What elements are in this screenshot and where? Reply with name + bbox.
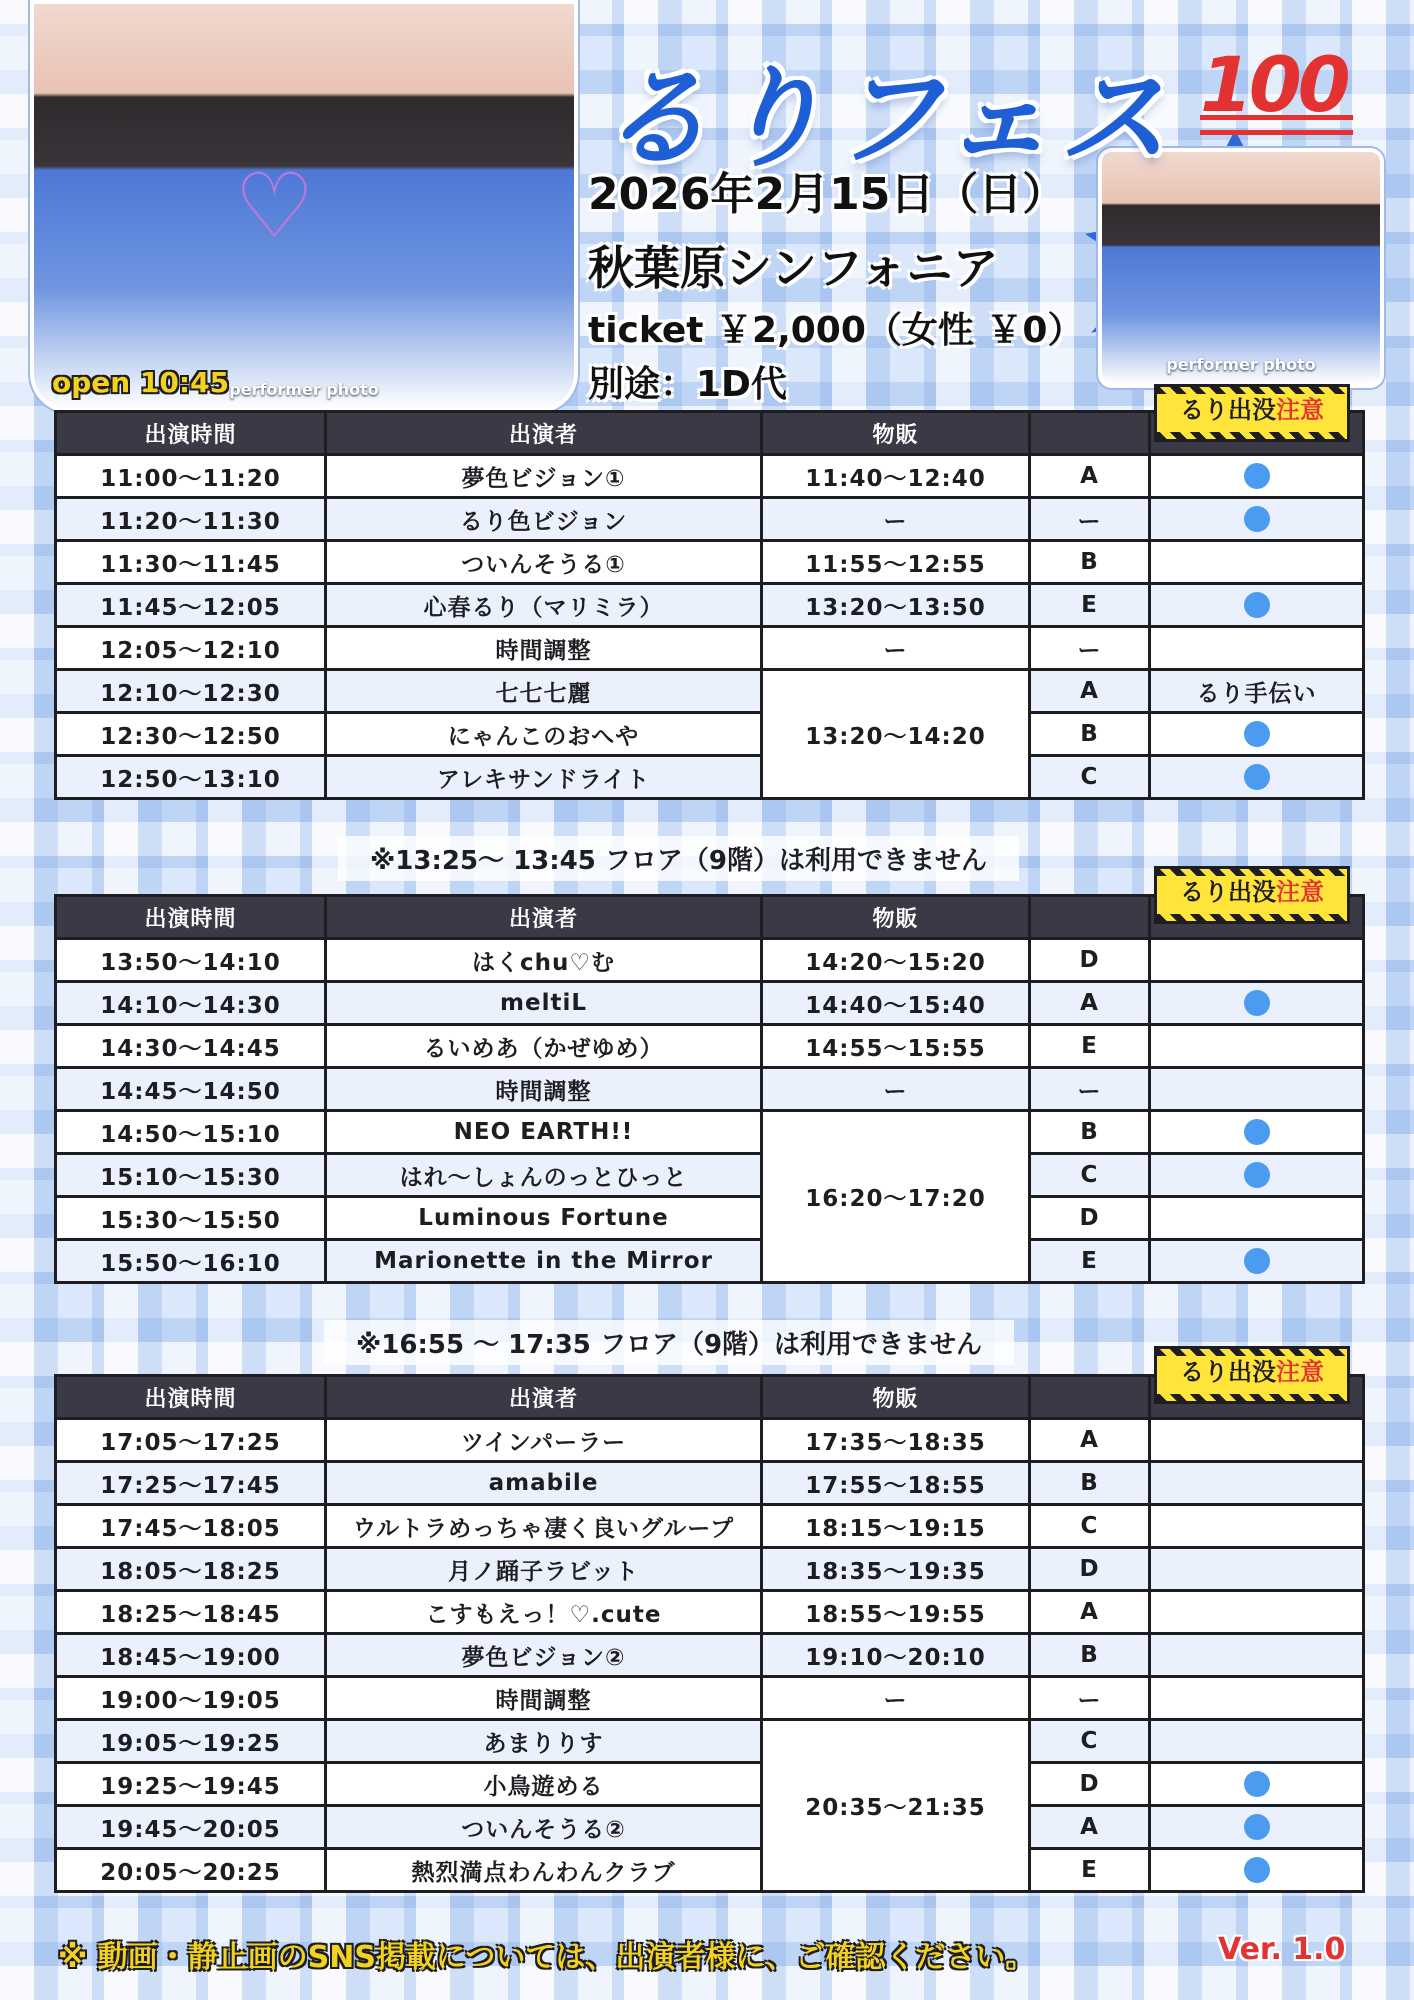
cell-booth: E	[1030, 1849, 1150, 1892]
table-row	[56, 498, 1364, 541]
cell-merch: 11:55〜12:55	[762, 541, 1030, 584]
cell-time: 17:25〜17:45	[56, 1462, 326, 1505]
cell-performer: ウルトラめっちゃ凄く良いグループ	[326, 1505, 762, 1548]
cell-merch: 20:35〜21:35	[762, 1720, 1030, 1892]
ruri-dot-icon	[1244, 506, 1270, 532]
cell-performer: 七七七麗	[326, 670, 762, 713]
cell-booth: A	[1030, 455, 1150, 498]
performer-header: 出演者	[326, 412, 762, 455]
table-row	[56, 1111, 1364, 1154]
cell-performer: 熱烈満点わんわんクラブ	[326, 1849, 762, 1892]
cell-ruri	[1150, 498, 1364, 541]
cell-ruri	[1150, 627, 1364, 670]
cell-ruri	[1150, 1548, 1364, 1591]
cell-booth: A	[1030, 982, 1150, 1025]
cell-ruri	[1150, 1025, 1364, 1068]
cell-performer: 時間調整	[326, 1068, 762, 1111]
cell-time: 15:50〜16:10	[56, 1240, 326, 1283]
table-row	[56, 1025, 1364, 1068]
cell-booth: D	[1030, 1197, 1150, 1240]
hundred-emoji-icon: 100	[1200, 40, 1347, 129]
cell-booth: B	[1030, 1111, 1150, 1154]
cell-merch: 11:40〜12:40	[762, 455, 1030, 498]
cell-performer: こすもえっ！♡.cute	[326, 1591, 762, 1634]
table-row	[56, 584, 1364, 627]
table-row	[56, 627, 1364, 670]
performer-photo-main	[30, 0, 578, 413]
cell-performer: るり色ビジョン	[326, 498, 762, 541]
sns-notice: ※ 動画・静止画のSNS掲載については、出演者様に、ご確認ください。	[58, 1940, 1036, 1975]
table-row	[56, 1677, 1364, 1720]
cell-merch: 19:10〜20:10	[762, 1634, 1030, 1677]
cell-performer: はれ〜しょんのっとひっと	[326, 1154, 762, 1197]
cell-merch: 17:55〜18:55	[762, 1462, 1030, 1505]
cell-booth: B	[1030, 1462, 1150, 1505]
cell-ruri	[1150, 1591, 1364, 1634]
booth-header	[1030, 1376, 1150, 1419]
open-time: open 10:45	[52, 366, 230, 399]
cell-performer: ついんそうる②	[326, 1806, 762, 1849]
cell-performer: Luminous Fortune	[326, 1197, 762, 1240]
table-row	[56, 1068, 1364, 1111]
cell-performer: ツインパーラー	[326, 1419, 762, 1462]
cell-ruri	[1150, 1763, 1364, 1806]
cell-booth: D	[1030, 1548, 1150, 1591]
table-row	[56, 1197, 1364, 1240]
cell-booth: A	[1030, 1419, 1150, 1462]
table-row	[56, 756, 1364, 799]
cell-performer: amabile	[326, 1462, 762, 1505]
cell-booth: C	[1030, 756, 1150, 799]
cell-merch: ー	[762, 1677, 1030, 1720]
cell-ruri	[1150, 1634, 1364, 1677]
cell-performer: meltiL	[326, 982, 762, 1025]
drink-fee: 別途：1D代	[588, 364, 787, 405]
cell-time: 13:50〜14:10	[56, 939, 326, 982]
cell-ruri	[1150, 939, 1364, 982]
table-row	[56, 1720, 1364, 1763]
ruri-dot-icon	[1244, 1771, 1270, 1797]
time-header: 出演時間	[56, 1376, 326, 1419]
cell-ruri	[1150, 982, 1364, 1025]
cell-booth: E	[1030, 584, 1150, 627]
timetable-2	[54, 894, 1365, 1284]
cell-booth: D	[1030, 1763, 1150, 1806]
cell-time: 18:25〜18:45	[56, 1591, 326, 1634]
ruri-warning-badge-3	[1154, 1346, 1350, 1404]
merch-header: 物販	[762, 896, 1030, 939]
cell-performer: ついんそうる①	[326, 541, 762, 584]
cell-booth: ー	[1030, 498, 1150, 541]
cell-time: 14:30〜14:45	[56, 1025, 326, 1068]
floor-notice-1: ※13:25〜 13:45 フロア（9階）は利用できません	[338, 836, 1019, 881]
cell-booth: D	[1030, 939, 1150, 982]
table-row	[56, 939, 1364, 982]
heart-hands-icon: ♡	[234, 154, 315, 259]
performer-header: 出演者	[326, 896, 762, 939]
cell-merch: 14:40〜15:40	[762, 982, 1030, 1025]
timetable-1	[54, 410, 1365, 800]
cell-booth: A	[1030, 1591, 1150, 1634]
cell-time: 11:00〜11:20	[56, 455, 326, 498]
cell-time: 14:50〜15:10	[56, 1111, 326, 1154]
cell-performer: 月ノ踊子ラビット	[326, 1548, 762, 1591]
version-label: Ver. 1.0	[1218, 1932, 1346, 1967]
table-row	[56, 982, 1364, 1025]
cell-time: 19:45〜20:05	[56, 1806, 326, 1849]
table-row	[56, 541, 1364, 584]
cell-ruri	[1150, 1462, 1364, 1505]
ruri-dot-icon	[1244, 463, 1270, 489]
cell-time: 14:10〜14:30	[56, 982, 326, 1025]
cell-booth: C	[1030, 1505, 1150, 1548]
cell-time: 20:05〜20:25	[56, 1849, 326, 1892]
table-row	[56, 713, 1364, 756]
cell-ruri	[1150, 1197, 1364, 1240]
ruri-dot-icon	[1244, 592, 1270, 618]
cell-performer: 夢色ビジョン①	[326, 455, 762, 498]
warning-suffix: 注意	[1276, 396, 1324, 424]
cell-booth: ー	[1030, 627, 1150, 670]
cell-performer: にゃんこのおへや	[326, 713, 762, 756]
table-row	[56, 1154, 1364, 1197]
cell-ruri	[1150, 713, 1364, 756]
cell-booth: E	[1030, 1240, 1150, 1283]
table-row	[56, 1505, 1364, 1548]
cell-merch: ー	[762, 627, 1030, 670]
ruri-warning-badge-1	[1154, 384, 1350, 442]
table-row	[56, 1591, 1364, 1634]
cell-ruri: るり手伝い	[1150, 670, 1364, 713]
cell-time: 17:05〜17:25	[56, 1419, 326, 1462]
cell-time: 17:45〜18:05	[56, 1505, 326, 1548]
cell-booth: B	[1030, 1634, 1150, 1677]
event-title: るりフェス	[600, 54, 1175, 182]
cell-ruri	[1150, 1849, 1364, 1892]
cell-merch: 18:15〜19:15	[762, 1505, 1030, 1548]
cell-performer: 心春るり（マリミラ）	[326, 584, 762, 627]
cell-ruri	[1150, 1419, 1364, 1462]
event-date: 2026年2月15日（日）	[588, 169, 1067, 220]
ticket-price: ticket ￥2,000（女性 ￥0）	[588, 310, 1084, 351]
booth-header	[1030, 896, 1150, 939]
cell-merch: ー	[762, 498, 1030, 541]
cell-performer: アレキサンドライト	[326, 756, 762, 799]
cell-time: 18:45〜19:00	[56, 1634, 326, 1677]
cell-performer: 時間調整	[326, 627, 762, 670]
cell-time: 19:00〜19:05	[56, 1677, 326, 1720]
cell-time: 18:05〜18:25	[56, 1548, 326, 1591]
cell-time: 15:10〜15:30	[56, 1154, 326, 1197]
warning-prefix: るり出没	[1180, 878, 1276, 906]
cell-time: 11:45〜12:05	[56, 584, 326, 627]
cell-merch: 16:20〜17:20	[762, 1111, 1030, 1283]
cell-ruri	[1150, 1677, 1364, 1720]
table-row	[56, 670, 1364, 713]
booth-header	[1030, 412, 1150, 455]
cell-performer: NEO EARTH!!	[326, 1111, 762, 1154]
floor-notice-2: ※16:55 〜 17:35 フロア（9階）は利用できません	[324, 1320, 1014, 1365]
ruri-dot-icon	[1244, 1119, 1270, 1145]
cell-performer: あまりりす	[326, 1720, 762, 1763]
cell-performer: るいめあ（かぜゆめ）	[326, 1025, 762, 1068]
cell-performer: 時間調整	[326, 1677, 762, 1720]
cell-ruri	[1150, 455, 1364, 498]
cell-time: 15:30〜15:50	[56, 1197, 326, 1240]
cell-merch: 18:55〜19:55	[762, 1591, 1030, 1634]
cell-performer: 夢色ビジョン②	[326, 1634, 762, 1677]
cell-ruri	[1150, 756, 1364, 799]
warning-prefix: るり出没	[1180, 396, 1276, 424]
cell-booth: A	[1030, 670, 1150, 713]
performer-header: 出演者	[326, 1376, 762, 1419]
cell-ruri	[1150, 1154, 1364, 1197]
time-header: 出演時間	[56, 412, 326, 455]
ruri-dot-icon	[1244, 764, 1270, 790]
warning-prefix: るり出没	[1180, 1358, 1276, 1386]
ruri-dot-icon	[1244, 1857, 1270, 1883]
table-row	[56, 1240, 1364, 1283]
table-row	[56, 1634, 1364, 1677]
cell-time: 12:30〜12:50	[56, 713, 326, 756]
cell-booth: E	[1030, 1025, 1150, 1068]
cell-merch: 18:35〜19:35	[762, 1548, 1030, 1591]
cell-booth: B	[1030, 713, 1150, 756]
cell-ruri	[1150, 1240, 1364, 1283]
cell-ruri	[1150, 584, 1364, 627]
cell-merch: 13:20〜14:20	[762, 670, 1030, 799]
cell-ruri	[1150, 1720, 1364, 1763]
cell-merch: ー	[762, 1068, 1030, 1111]
ruri-dot-icon	[1244, 721, 1270, 747]
cell-merch: 14:20〜15:20	[762, 939, 1030, 982]
cell-time: 12:10〜12:30	[56, 670, 326, 713]
cell-merch: 14:55〜15:55	[762, 1025, 1030, 1068]
cell-merch: 13:20〜13:50	[762, 584, 1030, 627]
photo-caption-small: performer photo	[1166, 355, 1316, 374]
cell-performer: Marionette in the Mirror	[326, 1240, 762, 1283]
cell-time: 12:50〜13:10	[56, 756, 326, 799]
cell-booth: C	[1030, 1154, 1150, 1197]
cell-time: 19:25〜19:45	[56, 1763, 326, 1806]
ruri-dot-icon	[1244, 1814, 1270, 1840]
cell-booth: ー	[1030, 1068, 1150, 1111]
cell-time: 19:05〜19:25	[56, 1720, 326, 1763]
cell-booth: ー	[1030, 1677, 1150, 1720]
time-header: 出演時間	[56, 896, 326, 939]
cell-ruri	[1150, 1068, 1364, 1111]
cell-ruri	[1150, 1111, 1364, 1154]
cell-time: 11:30〜11:45	[56, 541, 326, 584]
ruri-dot-icon	[1244, 990, 1270, 1016]
cell-time: 11:20〜11:30	[56, 498, 326, 541]
photo-caption: performer photo	[229, 380, 379, 399]
cell-merch: 17:35〜18:35	[762, 1419, 1030, 1462]
table-row	[56, 1462, 1364, 1505]
warning-suffix: 注意	[1276, 1358, 1324, 1386]
ruri-warning-badge-2	[1154, 866, 1350, 924]
cell-ruri	[1150, 541, 1364, 584]
cell-performer: はくchu♡む	[326, 939, 762, 982]
ruri-dot-icon	[1244, 1162, 1270, 1188]
event-venue: 秋葉原シンフォニア	[588, 241, 999, 295]
table-row	[56, 1806, 1364, 1849]
cell-booth: A	[1030, 1806, 1150, 1849]
ruri-dot-icon	[1244, 1248, 1270, 1274]
cell-performer: 小鳥遊める	[326, 1763, 762, 1806]
table-row	[56, 1763, 1364, 1806]
cell-booth: C	[1030, 1720, 1150, 1763]
cell-time: 14:45〜14:50	[56, 1068, 326, 1111]
table-row	[56, 1419, 1364, 1462]
cell-booth: B	[1030, 541, 1150, 584]
warning-suffix: 注意	[1276, 878, 1324, 906]
merch-header: 物販	[762, 1376, 1030, 1419]
cell-time: 12:05〜12:10	[56, 627, 326, 670]
table-row	[56, 1548, 1364, 1591]
table-row	[56, 1849, 1364, 1892]
cell-ruri	[1150, 1505, 1364, 1548]
timetable-3	[54, 1374, 1365, 1893]
merch-header: 物販	[762, 412, 1030, 455]
table-row	[56, 455, 1364, 498]
cell-ruri	[1150, 1806, 1364, 1849]
